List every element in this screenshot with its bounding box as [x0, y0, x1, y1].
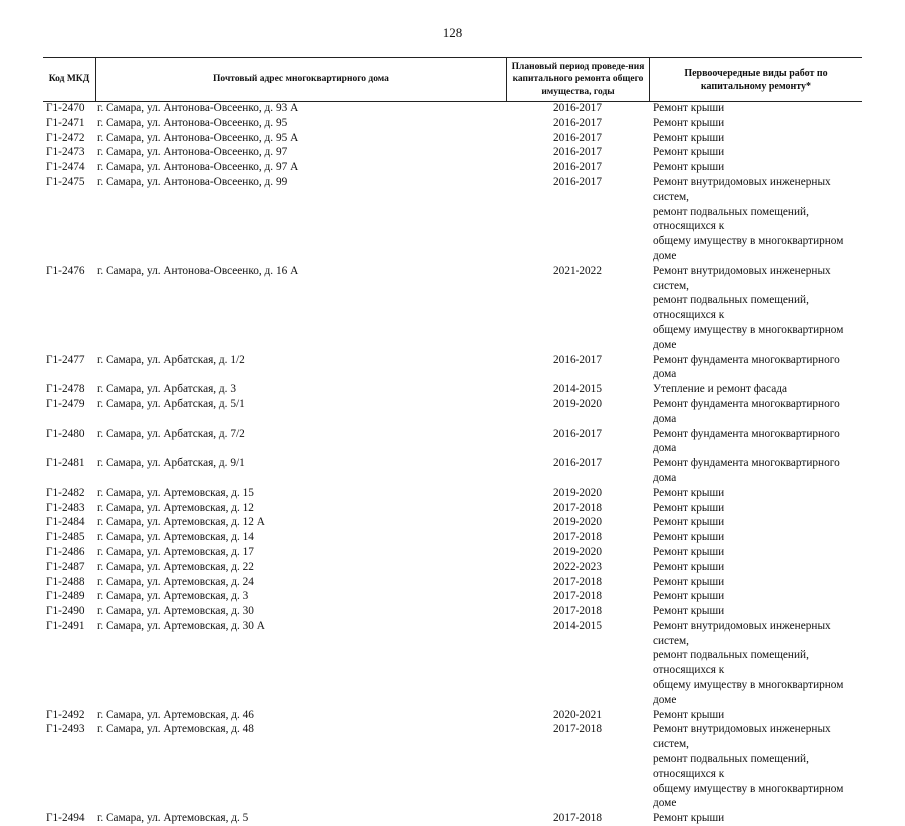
- works-line: Ремонт крыши: [653, 486, 725, 499]
- cell-address: г. Самара, ул. Арбатская, д. 5/1: [97, 397, 245, 410]
- header-period: Плановый период проведе-ния капитального ремонта общего имущества, годы: [506, 58, 649, 101]
- table-row: [43, 264, 862, 353]
- works-line: Ремонт крыши: [653, 708, 725, 721]
- cell-works: [649, 589, 862, 604]
- cell-address: г. Самара, ул. Антонова-Овсеенко, д. 93 А: [97, 102, 299, 114]
- works-line: Ремонт внутридомовых инженерных систем,: [653, 619, 831, 647]
- cell-address: г. Самара, ул. Арбатская, д. 9/1: [97, 457, 245, 470]
- works-line: Ремонт внутридомовых инженерных систем,: [653, 175, 831, 203]
- cell-address: г. Самара, ул. Артемовская, д. 30 А: [97, 619, 265, 632]
- header-code: Код МКД: [48, 74, 90, 85]
- works-line: Ремонт фундамента многоквартирного дома: [653, 427, 840, 455]
- page-number: 128: [442, 25, 463, 40]
- table-row: [43, 145, 862, 160]
- cell-code: Г1-2489: [46, 590, 85, 603]
- works-line: Ремонт внутридомовых инженерных систем,: [653, 264, 831, 292]
- works-line: Ремонт крыши: [653, 575, 725, 588]
- cell-address: г. Самара, ул. Артемовская, д. 12 А: [97, 516, 265, 529]
- cell-works: [649, 175, 862, 264]
- cell-address: г. Самара, ул. Арбатская, д. 1/2: [97, 353, 245, 366]
- cell-period: 2016-2017: [553, 175, 602, 188]
- cell-period: 2016-2017: [553, 116, 602, 129]
- cell-works: [649, 264, 862, 353]
- cell-code: Г1-2491: [46, 619, 85, 632]
- table-row: [43, 353, 862, 383]
- cell-code: Г1-2478: [46, 383, 85, 396]
- cell-period: 2014-2015: [553, 383, 602, 396]
- cell-works: [649, 604, 862, 619]
- works-line: общему имуществу в многоквартирном доме: [653, 679, 844, 706]
- table-row: [43, 589, 862, 604]
- cell-code: Г1-2480: [46, 427, 85, 440]
- works-line: Ремонт крыши: [653, 605, 725, 618]
- cell-code: Г1-2488: [46, 575, 85, 588]
- cell-works: [649, 131, 862, 146]
- table-row: [43, 722, 862, 811]
- table-row: [43, 427, 862, 457]
- cell-period: 2019-2020: [553, 516, 602, 529]
- table-row: [43, 116, 862, 131]
- cell-address: г. Самара, ул. Арбатская, д. 3: [97, 383, 236, 396]
- cell-period: 2020-2021: [553, 708, 602, 721]
- cell-code: Г1-2473: [46, 146, 85, 159]
- table-row: [43, 545, 862, 560]
- cell-period: 2016-2017: [553, 131, 602, 144]
- cell-code: Г1-2474: [46, 161, 85, 174]
- cell-works: [649, 486, 862, 501]
- cell-code: Г1-2481: [46, 457, 85, 470]
- cell-code: Г1-2494: [46, 812, 85, 825]
- table-row: [43, 160, 862, 175]
- cell-address: г. Самара, ул. Антонова-Овсеенко, д. 16 А: [97, 264, 299, 277]
- works-line: Ремонт крыши: [653, 545, 725, 558]
- cell-period: 2017-2018: [553, 590, 602, 603]
- table-row: [43, 530, 862, 545]
- works-line: Ремонт фундамента многоквартирного дома: [653, 397, 840, 425]
- works-line: Ремонт крыши: [653, 501, 725, 514]
- cell-address: г. Самара, ул. Артемовская, д. 30: [97, 605, 254, 618]
- cell-works: [649, 560, 862, 575]
- table-row: [43, 560, 862, 575]
- table-row: [43, 397, 862, 427]
- cell-works: [649, 811, 862, 826]
- cell-code: Г1-2490: [46, 605, 85, 618]
- works-line: общему имуществу в многоквартирном доме: [653, 782, 844, 810]
- cell-address: г. Самара, ул. Артемовская, д. 3: [97, 590, 249, 603]
- table-row: [43, 501, 862, 516]
- works-line: Ремонт крыши: [653, 161, 725, 174]
- cell-works: [649, 545, 862, 560]
- cell-works: [649, 619, 862, 708]
- cell-period: 2022-2023: [553, 560, 602, 573]
- cell-works: [649, 145, 862, 160]
- cell-code: Г1-2493: [46, 723, 85, 736]
- cell-works: [649, 530, 862, 545]
- cell-address: г. Самара, ул. Артемовская, д. 17: [97, 545, 254, 558]
- table-row: [43, 708, 862, 723]
- cell-code: Г1-2492: [46, 708, 85, 721]
- works-line: ремонт подвальных помещений, относящихся к: [653, 205, 809, 233]
- cell-address: г. Самара, ул. Артемовская, д. 5: [97, 812, 249, 825]
- cell-code: Г1-2483: [46, 501, 85, 514]
- cell-code: Г1-2479: [46, 397, 85, 410]
- cell-works: [649, 575, 862, 590]
- cell-period: 2017-2018: [553, 812, 602, 825]
- cell-period: 2016-2017: [553, 146, 602, 159]
- cell-code: Г1-2475: [46, 175, 85, 188]
- cell-code: Г1-2485: [46, 531, 85, 544]
- works-line: Ремонт внутридомовых инженерных систем,: [653, 723, 831, 751]
- table-body: [43, 101, 862, 826]
- cell-code: Г1-2470: [46, 102, 85, 114]
- works-line: Ремонт крыши: [653, 590, 725, 603]
- cell-code: Г1-2476: [46, 264, 85, 277]
- table-row: [43, 604, 862, 619]
- cell-period: 2016-2017: [553, 102, 602, 114]
- works-line: Ремонт крыши: [653, 531, 725, 544]
- cell-period: 2017-2018: [553, 723, 602, 736]
- cell-works: [649, 397, 862, 427]
- table-row: [43, 101, 862, 116]
- cell-address: г. Самара, ул. Антонова-Овсеенко, д. 97: [97, 146, 288, 159]
- cell-period: 2017-2018: [553, 605, 602, 618]
- cell-period: 2017-2018: [553, 531, 602, 544]
- works-line: Ремонт крыши: [653, 560, 725, 573]
- cell-code: Г1-2472: [46, 131, 85, 144]
- cell-period: 2019-2020: [553, 545, 602, 558]
- cell-period: 2016-2017: [553, 427, 602, 440]
- cell-code: Г1-2486: [46, 545, 85, 558]
- cell-period: 2016-2017: [553, 457, 602, 470]
- table-row: [43, 175, 862, 264]
- works-line: Ремонт фундамента многоквартирного дома: [653, 353, 840, 381]
- works-line: ремонт подвальных помещений, относящихся к: [653, 649, 809, 677]
- cell-address: г. Самара, ул. Антонова-Овсеенко, д. 95: [97, 116, 288, 129]
- works-line: ремонт подвальных помещений, относящихся к: [653, 294, 809, 322]
- cell-period: 2014-2015: [553, 619, 602, 632]
- cell-address: г. Самара, ул. Артемовская, д. 48: [97, 723, 254, 736]
- cell-works: [649, 101, 862, 116]
- works-line: Ремонт крыши: [653, 116, 725, 129]
- cell-period: 2016-2017: [553, 353, 602, 366]
- cell-code: Г1-2484: [46, 516, 85, 529]
- cell-address: г. Самара, ул. Артемовская, д. 22: [97, 560, 254, 573]
- cell-address: г. Самара, ул. Артемовская, д. 46: [97, 708, 254, 721]
- cell-period: 2017-2018: [553, 501, 602, 514]
- cell-address: г. Самара, ул. Антонова-Овсеенко, д. 97 А: [97, 161, 299, 174]
- cell-works: [649, 708, 862, 723]
- cell-works: [649, 160, 862, 175]
- cell-address: г. Самара, ул. Артемовская, д. 14: [97, 531, 254, 544]
- table-row: [43, 382, 862, 397]
- works-line: Ремонт крыши: [653, 131, 725, 144]
- cell-period: 2019-2020: [553, 397, 602, 410]
- works-line: Ремонт крыши: [653, 812, 725, 825]
- cell-address: г. Самара, ул. Артемовская, д. 12: [97, 501, 254, 514]
- header-works: Первоочередные виды работ по капитальному ремонту*: [649, 58, 862, 101]
- cell-period: 2021-2022: [553, 264, 602, 277]
- table-row: [43, 515, 862, 530]
- cell-address: г. Самара, ул. Антонова-Овсеенко, д. 99: [97, 175, 288, 188]
- works-line: Ремонт фундамента многоквартирного дома: [653, 457, 840, 484]
- cell-code: Г1-2482: [46, 486, 85, 499]
- cell-address: г. Самара, ул. Артемовская, д. 15: [97, 486, 254, 499]
- cell-works: [649, 353, 862, 383]
- works-line: общему имуществу в многоквартирном доме: [653, 235, 844, 262]
- cell-code: Г1-2477: [46, 353, 85, 366]
- cell-works: [649, 501, 862, 516]
- cell-period: 2019-2020: [553, 486, 602, 499]
- cell-address: г. Самара, ул. Антонова-Овсеенко, д. 95 А: [97, 131, 299, 144]
- table-row: [43, 619, 862, 708]
- table-row: [43, 811, 862, 826]
- table-row: [43, 456, 862, 486]
- works-line: Ремонт крыши: [653, 102, 725, 114]
- table-header: [43, 57, 862, 102]
- table-row: [43, 486, 862, 501]
- cell-works: [649, 427, 862, 457]
- cell-code: Г1-2471: [46, 116, 85, 129]
- table-row: [43, 131, 862, 146]
- table-row: [43, 575, 862, 590]
- cell-period: 2016-2017: [553, 161, 602, 174]
- header-address: Почтовый адрес многоквартирного дома: [95, 58, 506, 101]
- cell-works: [649, 116, 862, 131]
- cell-period: 2017-2018: [553, 575, 602, 588]
- cell-works: [649, 722, 862, 811]
- works-line: Ремонт крыши: [653, 516, 725, 529]
- works-line: ремонт подвальных помещений, относящихся к: [653, 753, 809, 780]
- cell-code: Г1-2487: [46, 560, 85, 573]
- cell-address: г. Самара, ул. Арбатская, д. 7/2: [97, 427, 245, 440]
- works-line: общему имуществу в многоквартирном доме: [653, 323, 844, 351]
- works-line: Ремонт крыши: [653, 146, 725, 159]
- cell-works: [649, 515, 862, 530]
- works-line: Утепление и ремонт фасада: [653, 383, 787, 396]
- cell-works: [649, 382, 862, 397]
- cell-works: [649, 456, 862, 486]
- cell-address: г. Самара, ул. Артемовская, д. 24: [97, 575, 254, 588]
